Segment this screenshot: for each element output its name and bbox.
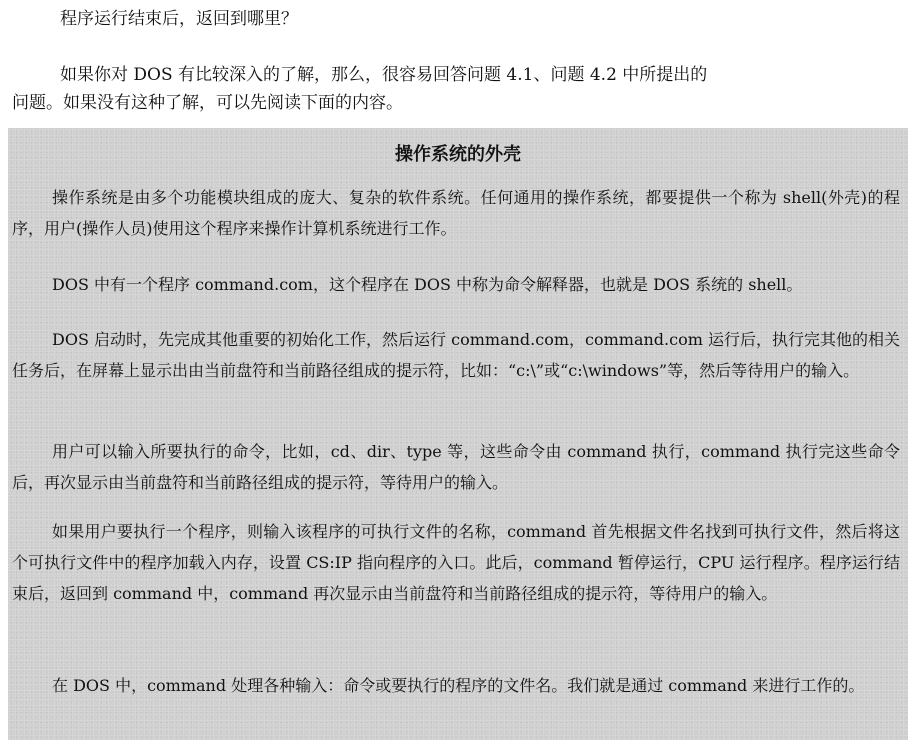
- shell-sidebar-box: [8, 128, 908, 740]
- intro-line-1: 如果你对 DOS 有比较深入的了解，那么，很容易回答问题 4.1、问题 4.2 中所提出的: [60, 65, 708, 85]
- sidebar-title: 操作系统的外壳: [395, 144, 521, 165]
- sidebar-paragraph: 操作系统是由多个功能模块组成的庞大、复杂的软件系统。任何通用的操作系统，都要提供一个称为 shell(外壳)的程序，用户(操作人员)使用这个程序来操作计算机系统进行工作。: [12, 188, 900, 238]
- sidebar-paragraph: 用户可以输入所要执行的命令，比如，cd、dir、type 等，这些命令由 command 执行，command 执行完这些命令后，再次显示由当前盘符和当前路径组成的提示符，等待用户的输入。: [12, 442, 900, 492]
- sidebar-paragraph: 如果用户要执行一个程序，则输入该程序的可执行文件的名称，command 首先根据文件名找到可执行文件，然后将这个可执行文件中的程序加载入内存，设置 CS:IP 指向程序的入口。此后，command 暂停运行，CPU 运行程序。程序运行结束后，返回到 command 中，command 再次显示由当前盘符和当前路径组成的提示符，等待用户的输入。: [12, 522, 900, 603]
- sidebar-paragraph: DOS 中有一个程序 command.com，这个程序在 DOS 中称为命令解释器，也就是 DOS 系统的 shell。: [52, 275, 803, 294]
- question-text: 程序运行结束后，返回到哪里？: [60, 9, 298, 29]
- sidebar-paragraph: 在 DOS 中，command 处理各种输入：命令或要执行的程序的文件名。我们就是通过 command 来进行工作的。: [52, 676, 865, 695]
- sidebar-paragraph: DOS 启动时，先完成其他重要的初始化工作，然后运行 command.com，command.com 运行后，执行完其他的相关任务后，在屏幕上显示出由当前盘符和当前路径组成的提示符，比如：“c:\”或“c:\windows”等，然后等待用户的输入。: [12, 330, 900, 380]
- intro-line-2: 问题。如果没有这种了解，可以先阅读下面的内容。: [12, 93, 403, 113]
